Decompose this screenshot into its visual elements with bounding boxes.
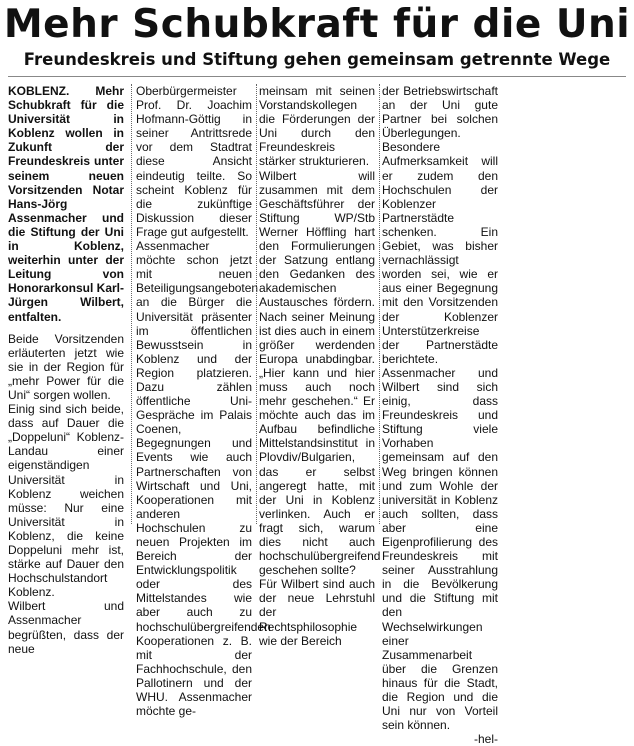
article-column-4	[382, 84, 498, 746]
author-signature: -hel-	[473, 732, 498, 746]
body-paragraph: Assenmacher möchte schon jetzt mit neuen Beteiligungsangeboten an die Bürger die Universität präsenter im öffentlichen Bewusstsein in Koblenz und der Region platzieren. Dazu zählen öffentliche Uni-Gespräche im Palais Coenen, Begegnungen und Events wie auch Partnerschaften von Wirtschaft und Uni, Kooperationen mit anderen Hochschulen zu neuen Projekten im Bereich der Entwicklungspolitik oder des Mittelstandes wie aber auch zu hochschulübergreifenden Kooperationen z. B. mit der Fachhochschule, den Pallotinern und der WHU. Assenmacher möchte ge-	[136, 239, 271, 719]
article-column-3	[259, 84, 381, 648]
body-paragraph: Einig sind sich beide, dass auf Dauer die „Doppeluni“ Koblenz-Landau einer eigenständigen Universität in Koblenz weichen müsse: Nur eine Universität in Koblenz, die keine Doppeluni mehr ist, stärke auf Dauer den Hochschulstandort Koblenz.	[8, 402, 124, 600]
header-rule	[8, 76, 626, 77]
lead-paragraph: KOBLENZ. Mehr Schubkraft für die Universität in Koblenz wollen in Zukunft der Freundeskreis unter seinem neuen Vorsitzenden Notar Hans-Jörg Assenmacher und die Stiftung der Uni in Koblenz, weiterhin unter der Leitung von Honorarkonsul Karl-Jürgen Wilbert, entfalten.	[8, 84, 125, 324]
body-paragraph: der Betriebswirtschaft an der Uni gute Partner bei solchen Überlegungen. Besondere Aufmerksamkeit will er zudem den Hochschulen der Koblenzer Partnerstädte schenken. Ein Gebiet, was bisher vernachlässigt worden sei, wie er aus einer Begegnung mit den Vorsitzenden der Koblenzer Unterstützerkreise der Partnerstädte berichtete.	[382, 84, 498, 366]
headline: Mehr Schubkraft für die Uni	[3, 2, 631, 47]
article-column-2	[136, 84, 271, 719]
article-column-1	[8, 84, 125, 656]
body-paragraph: meinsam mit seinen Vorstandskollegen die Förderungen der Uni durch den Freundeskreis stärker strukturieren.	[259, 84, 375, 169]
body-paragraph: Oberbürgermeister Prof. Dr. Joachim Hofmann-Göttig in seiner Antrittsrede vor dem Stadtrat diese Ansicht eindeutig teilte. So scheint Koblenz für die zukünftige Diskussion dieser Frage gut aufgestellt.	[136, 84, 252, 239]
column-divider	[131, 84, 132, 524]
body-paragraph: Beide Vorsitzenden erläuterten jetzt wie sie in der Region für „mehr Power für die Uni“ sorgen wollen.	[8, 331, 124, 402]
column-divider	[256, 84, 257, 524]
column-divider	[379, 84, 380, 524]
body-paragraph: Wilbert will zusammen mit dem Geschäftsführer der Stiftung WP/Stb Werner Höffling hart den Formulierungen der Satzung entlang den Gedanken des akademischen Austausches fördern. Nach seiner Meinung ist dies auch in einem größer werdenden Europa unabdingbar. „Hier kann und hier muss auch noch mehr geschehen.“ Er möchte auch das im Aufbau befindliche Mittelstandsinstitut in Plovdiv/Bulgarien, das er selbst angeregt hatte, mit der Uni in Koblenz verlinken. Auch er fragt sich, warum dies nicht auch hochschulübergreifend geschehen sollte?	[259, 168, 381, 578]
body-paragraph: Assenmacher und Wilbert sind sich einig, dass Freundeskreis und Stiftung viele Vorhaben gemeinsam auf den Weg bringen können und zum Wohle der universität in Koblenz auch sollten, dass aber eine Eigenprofilierung des Freundeskreis mit seiner Ausstrahlung in die Bevölkerung und die Stiftung mit den Wechselwirkungen einer Zusammenarbeit über die Grenzen hinaus für die Stadt, die Region und die Uni nur von Vorteil sein können.	[382, 365, 498, 733]
subheadline: Freundeskreis und Stiftung gehen gemeinsam getrennte Wege	[23, 50, 611, 69]
body-paragraph: Wilbert und Assenmacher begrüßten, dass der neue	[8, 599, 124, 656]
body-paragraph: Für Wilbert sind auch der neue Lehrstuhl der Rechtsphilosophie wie der Bereich	[259, 577, 375, 648]
